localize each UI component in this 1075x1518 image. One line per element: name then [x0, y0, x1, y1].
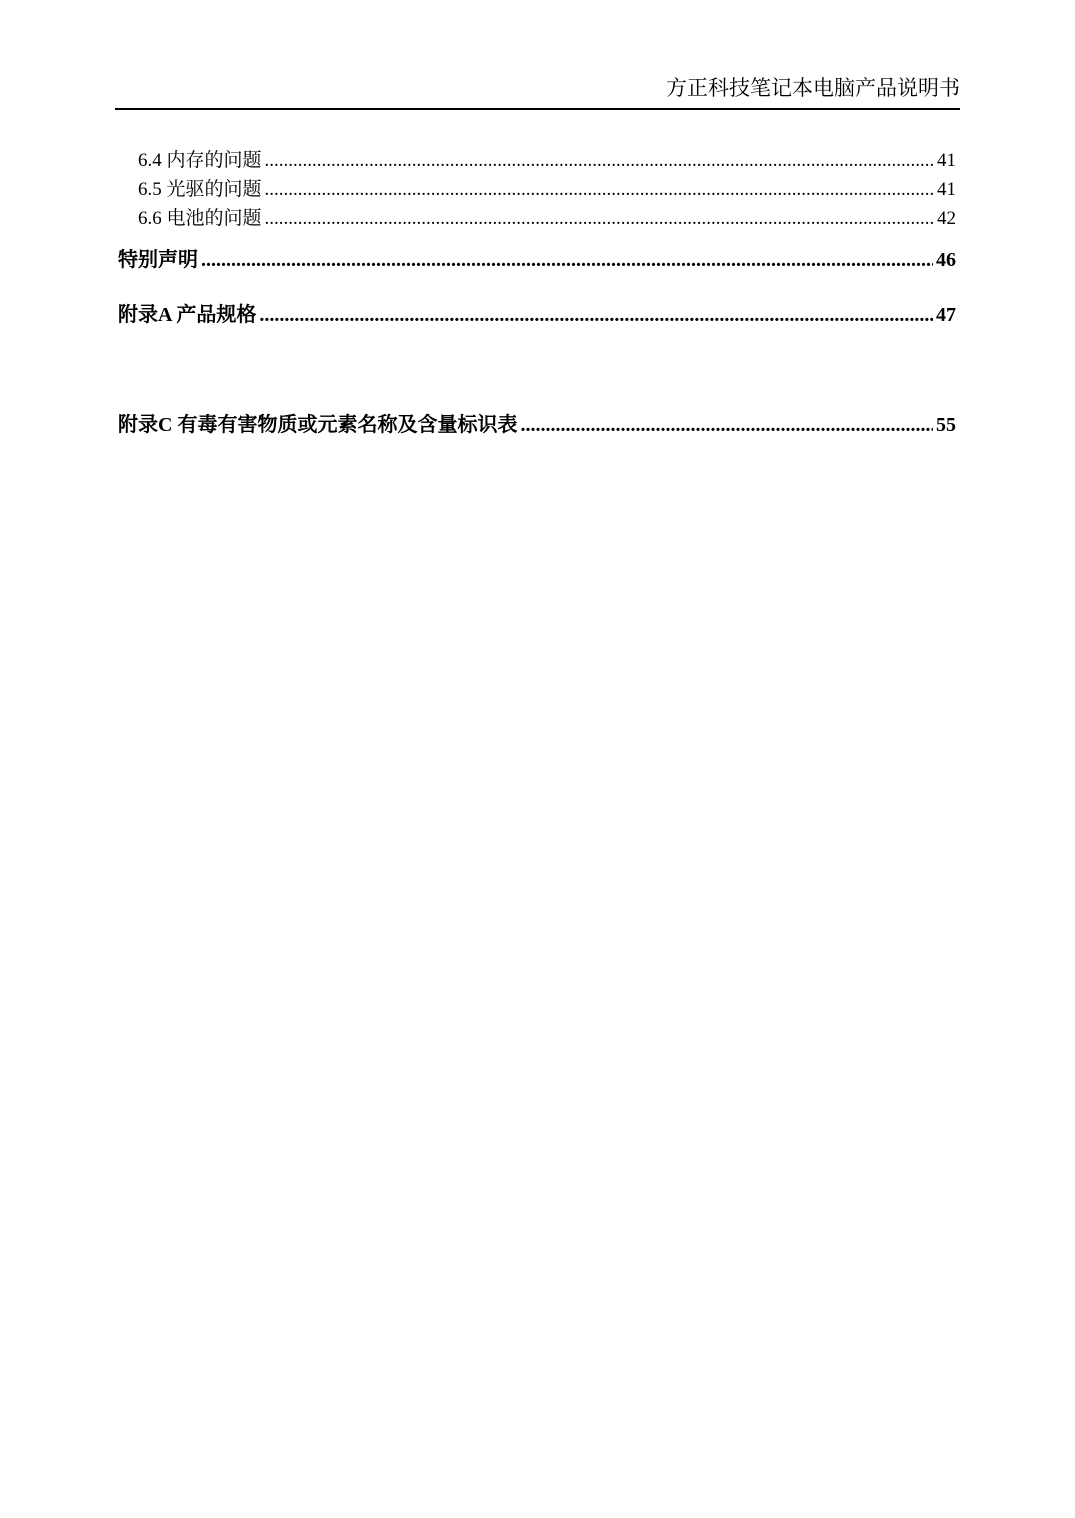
toc-leader-dots: [520, 411, 933, 439]
toc-entry-label: 6.6 电池的问题: [138, 208, 262, 229]
page-header: [115, 72, 960, 110]
toc-entry-label: 附录A 产品规格: [118, 304, 257, 326]
toc-entry-page: 41: [937, 179, 956, 200]
toc-entry-page: 42: [937, 208, 956, 229]
toc-entry-page: 46: [936, 249, 956, 271]
toc-entry-page: 47: [936, 304, 956, 326]
toc-leader-dots: [265, 148, 934, 174]
toc-leader-dots: [201, 246, 933, 274]
toc-entry-page: 55: [936, 414, 956, 436]
toc-entry-label: 6.4 内存的问题: [138, 150, 262, 171]
toc-entry-6-5[interactable]: [138, 177, 956, 203]
document-title: 方正科技笔记本电脑产品说明书: [666, 76, 960, 100]
toc-entry-6-4[interactable]: [138, 148, 956, 174]
toc-entry-special-statement[interactable]: [118, 246, 956, 274]
toc-leader-dots: [259, 301, 933, 329]
toc-entry-label: 6.5 光驱的问题: [138, 179, 262, 200]
toc-entry-label: 附录C 有毒有害物质或元素名称及含量标识表: [118, 414, 518, 436]
toc-entry-label: 特别声明: [118, 249, 198, 271]
toc-entry-appendix-c[interactable]: [118, 411, 956, 439]
toc-leader-dots: [265, 206, 934, 232]
toc-entry-appendix-a[interactable]: [118, 301, 956, 329]
toc-leader-dots: [265, 177, 934, 203]
toc-entry-page: 41: [937, 150, 956, 171]
toc-entry-6-6[interactable]: [138, 206, 956, 232]
